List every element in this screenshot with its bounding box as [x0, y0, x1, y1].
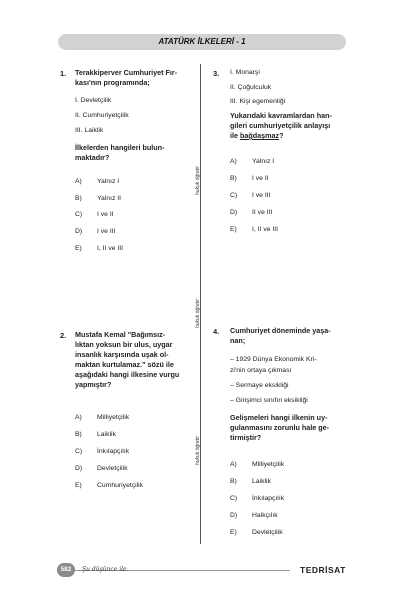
option-a[interactable]: A) Milliyetçilik [230, 461, 285, 468]
option-e[interactable]: E) Devletçilik [230, 529, 283, 536]
side-label-bottom: hukuk öğretir [195, 436, 201, 465]
question-number: 4. [213, 327, 220, 336]
statement: II. Çoğulculuk [230, 84, 272, 91]
bullet-item: – Girişimci sınıfın eksikliği [230, 397, 308, 404]
option-e[interactable]: E) I, II ve III [230, 226, 279, 233]
brand-logo: TEDRİSAT [300, 565, 346, 575]
option-c[interactable]: C) İnkılapçılık [75, 448, 130, 455]
option-d[interactable]: D) II ve III [230, 209, 273, 216]
option-d[interactable]: D) Devletçilik [75, 465, 128, 472]
option-a[interactable]: A) Yalnız I [75, 178, 120, 185]
statement: II. Cumhuriyetçilik [75, 112, 129, 119]
option-c[interactable]: C) I ve II [75, 211, 114, 218]
bullet-item: – 1929 Dünya Ekonomik Kri- [230, 356, 317, 363]
option-e[interactable]: E) Cumhuriyetçilik [75, 482, 144, 489]
question-prompt: Yukarıdaki kavramlardan han- gileri cumhuriyetçilik anlayışı ile bağdaşmaz? [230, 111, 332, 140]
bullet-item: – Sermaye eksikliği [230, 382, 289, 389]
option-d[interactable]: D) I ve III [75, 228, 116, 235]
option-a[interactable]: A) Yalnız I [230, 158, 275, 165]
statement: I. Devletçilik [75, 97, 112, 104]
statement: III. Kişi egemenliği [230, 98, 286, 105]
option-c[interactable]: C) I ve III [230, 192, 271, 199]
question-stem: Cumhuriyet döneminde yaşa- nan; [230, 326, 331, 345]
question-number: 3. [213, 69, 220, 78]
side-label-top: hukuk öğretir [195, 166, 201, 195]
question-prompt: İlkelerden hangileri bulun- maktadır? [75, 143, 165, 162]
option-b[interactable]: B) Yalnız II [75, 195, 122, 202]
question-stem: Mustafa Kemal "Bağımsız- lıktan yoksun bir ulus, uygar insanlık karşısında uşak ol- maktan kurtulamaz." sözü ile aşağıdaki hangi ilkesine vurgu yapmıştır? [75, 330, 180, 389]
question-prompt: Gelişmeleri hangi ilkenin uy- gulanmasını zorunlu hale ge- tirmiştir? [230, 413, 330, 442]
page-number-badge: 582 [57, 563, 75, 577]
option-e[interactable]: E) I, II ve III [75, 245, 124, 252]
option-c[interactable]: C) İnkılapçılık [230, 495, 285, 502]
option-a[interactable]: A) Milliyetçilik [75, 414, 130, 421]
question-stem: Terakkiperver Cumhuriyet Fır- kası'nın programında; [75, 68, 178, 87]
statement: I. Monarşi [230, 69, 260, 76]
footer-signature: Şu düşünce ile. [82, 566, 129, 573]
page-header: ATATÜRK İLKELERİ - 1 [58, 34, 346, 50]
bullet-item: zi'nin ortaya çıkması [230, 367, 292, 374]
statement: III. Laiklik [75, 127, 104, 134]
option-b[interactable]: B) Laiklik [75, 431, 116, 438]
question-number: 2. [60, 331, 67, 340]
option-b[interactable]: B) Laiklik [230, 478, 271, 485]
question-number: 1. [60, 69, 67, 78]
side-label-middle: hukuk öğretir [195, 299, 201, 328]
option-d[interactable]: D) Halkçılık [230, 512, 278, 519]
option-b[interactable]: B) I ve II [230, 175, 269, 182]
